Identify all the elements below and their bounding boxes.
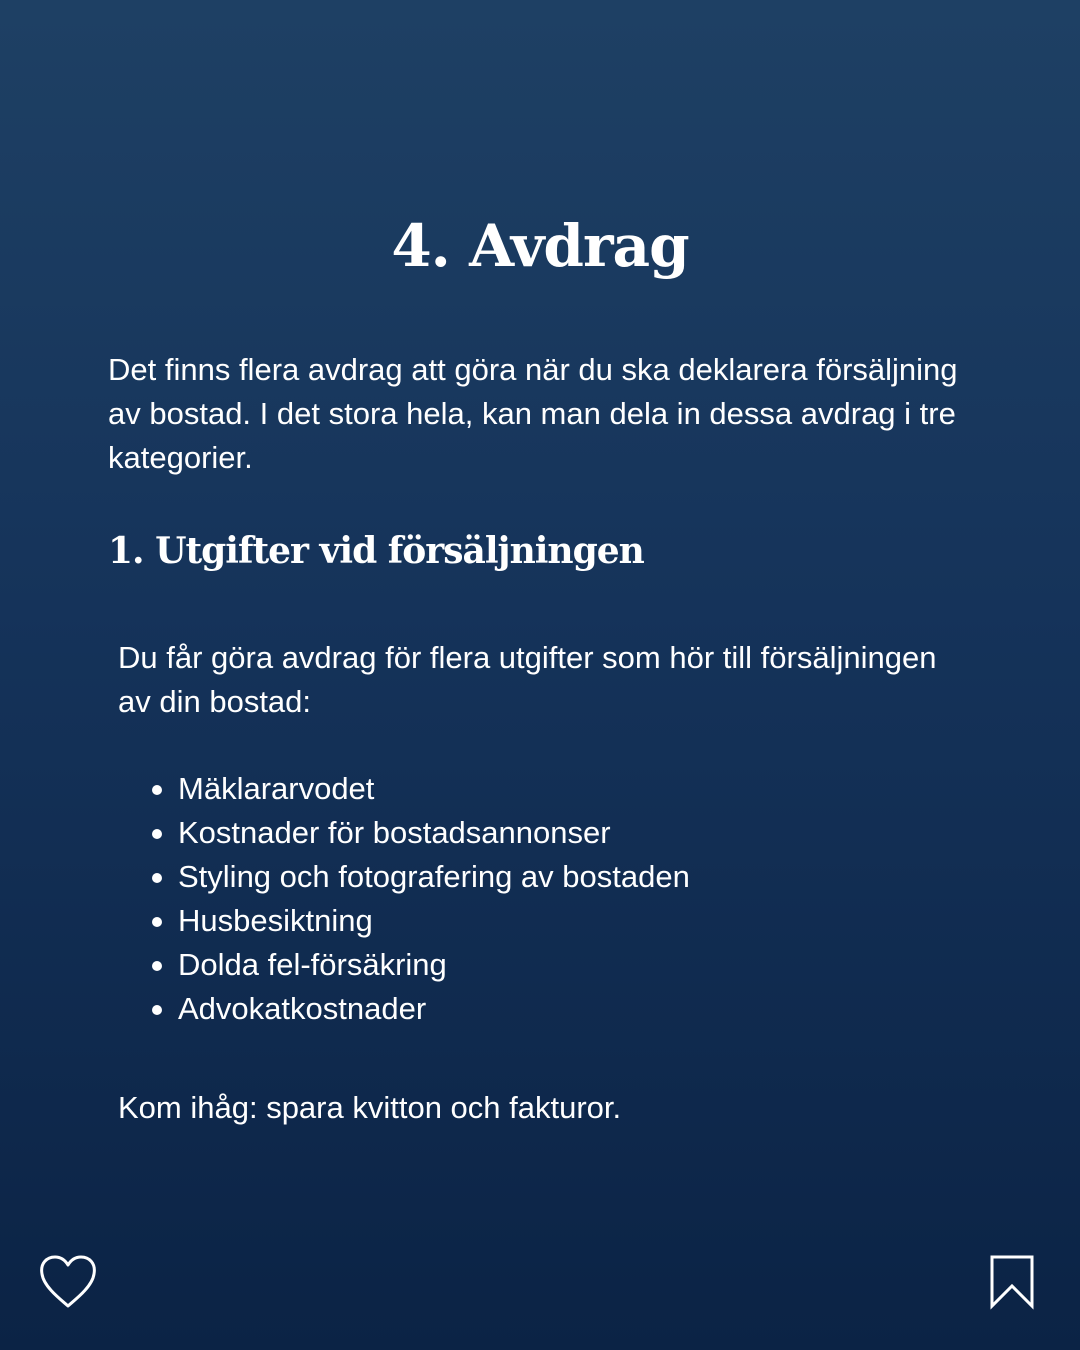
list-item: Advokatkostnader	[118, 987, 690, 1031]
list-item: Styling och fotografering av bostaden	[118, 855, 690, 899]
intro-paragraph: Det finns flera avdrag att göra när du ska deklarera försäljning av bostad. I det stora hela, kan man dela in dessa avdrag i tre kategorier.	[108, 352, 958, 475]
list-item: Kostnader för bostadsannonser	[118, 811, 690, 855]
list-item: Husbesiktning	[118, 899, 690, 943]
expense-list	[118, 767, 690, 1031]
slide-title: 4. Avdrag	[391, 212, 689, 280]
section-heading: 1. Utgifter vid försäljningen	[108, 530, 644, 572]
list-item: Dolda fel-försäkring	[118, 943, 690, 987]
heart-icon[interactable]	[38, 1254, 98, 1310]
bookmark-icon[interactable]	[988, 1254, 1036, 1310]
section-lead: Du får göra avdrag för flera utgifter som hör till försäljningen av din bostad:	[118, 640, 937, 719]
list-item: Mäklararvodet	[118, 767, 690, 811]
reminder-text: Kom ihåg: spara kvitton och fakturor.	[118, 1090, 622, 1125]
